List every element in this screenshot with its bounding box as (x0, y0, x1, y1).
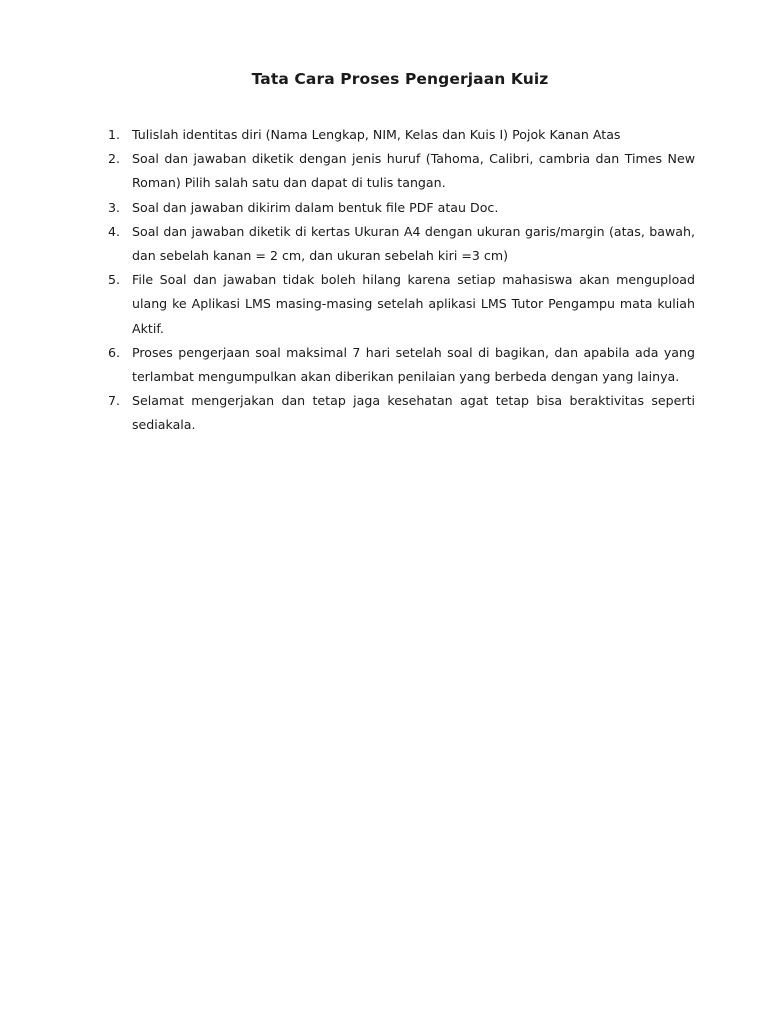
list-item-number: 3. (108, 199, 121, 215)
list-item-number: 6. (108, 344, 121, 360)
list-item-text: Selamat mengerjakan dan tetap jaga kesehatan agat tetap bisa beraktivitas seperti sediakala. (132, 393, 695, 433)
instruction-list (108, 123, 695, 438)
list-item (108, 341, 695, 389)
list-item-number: 7. (108, 393, 121, 409)
list-item (108, 147, 695, 195)
list-item-number: 4. (108, 223, 121, 239)
list-item (108, 268, 695, 341)
list-item-text: Soal dan jawaban diketik di kertas Ukuran A4 dengan ukuran garis/margin (atas, bawah, dan sebelah kanan = 2 cm, dan ukuran sebelah kiri =3 cm) (132, 223, 695, 264)
list-item (108, 220, 695, 268)
list-item-text: Soal dan jawaban diketik dengan jenis huruf (Tahoma, Calibri, cambria dan Times New Roman) Pilih salah satu dan dapat di tulis tangan. (132, 151, 695, 191)
list-item (108, 389, 695, 437)
list-item-text: Tulislah identitas diri (Nama Lengkap, NIM, Kelas dan Kuis I) Pojok Kanan Atas (132, 127, 621, 142)
list-item (108, 123, 695, 147)
list-item-text: Proses pengerjaan soal maksimal 7 hari setelah soal di bagikan, dan apabila ada yang terlambat mengumpulkan akan diberikan penilaian yang berbeda dengan yang lainya. (132, 344, 695, 385)
list-item-number: 2. (108, 151, 121, 167)
list-item (108, 196, 695, 220)
list-item-text: File Soal dan jawaban tidak boleh hilang karena setiap mahasiswa akan mengupload ulang ke Aplikasi LMS masing-masing setelah aplikasi LMS Tutor Pengampu mata kuliah Aktif. (132, 272, 695, 336)
list-item-number: 5. (108, 272, 121, 288)
document-title: Tata Cara Proses Pengerjaan Kuiz (251, 70, 549, 88)
list-item-text: Soal dan jawaban dikirim dalam bentuk file PDF atau Doc. (132, 199, 499, 215)
list-item-number: 1. (108, 127, 121, 142)
